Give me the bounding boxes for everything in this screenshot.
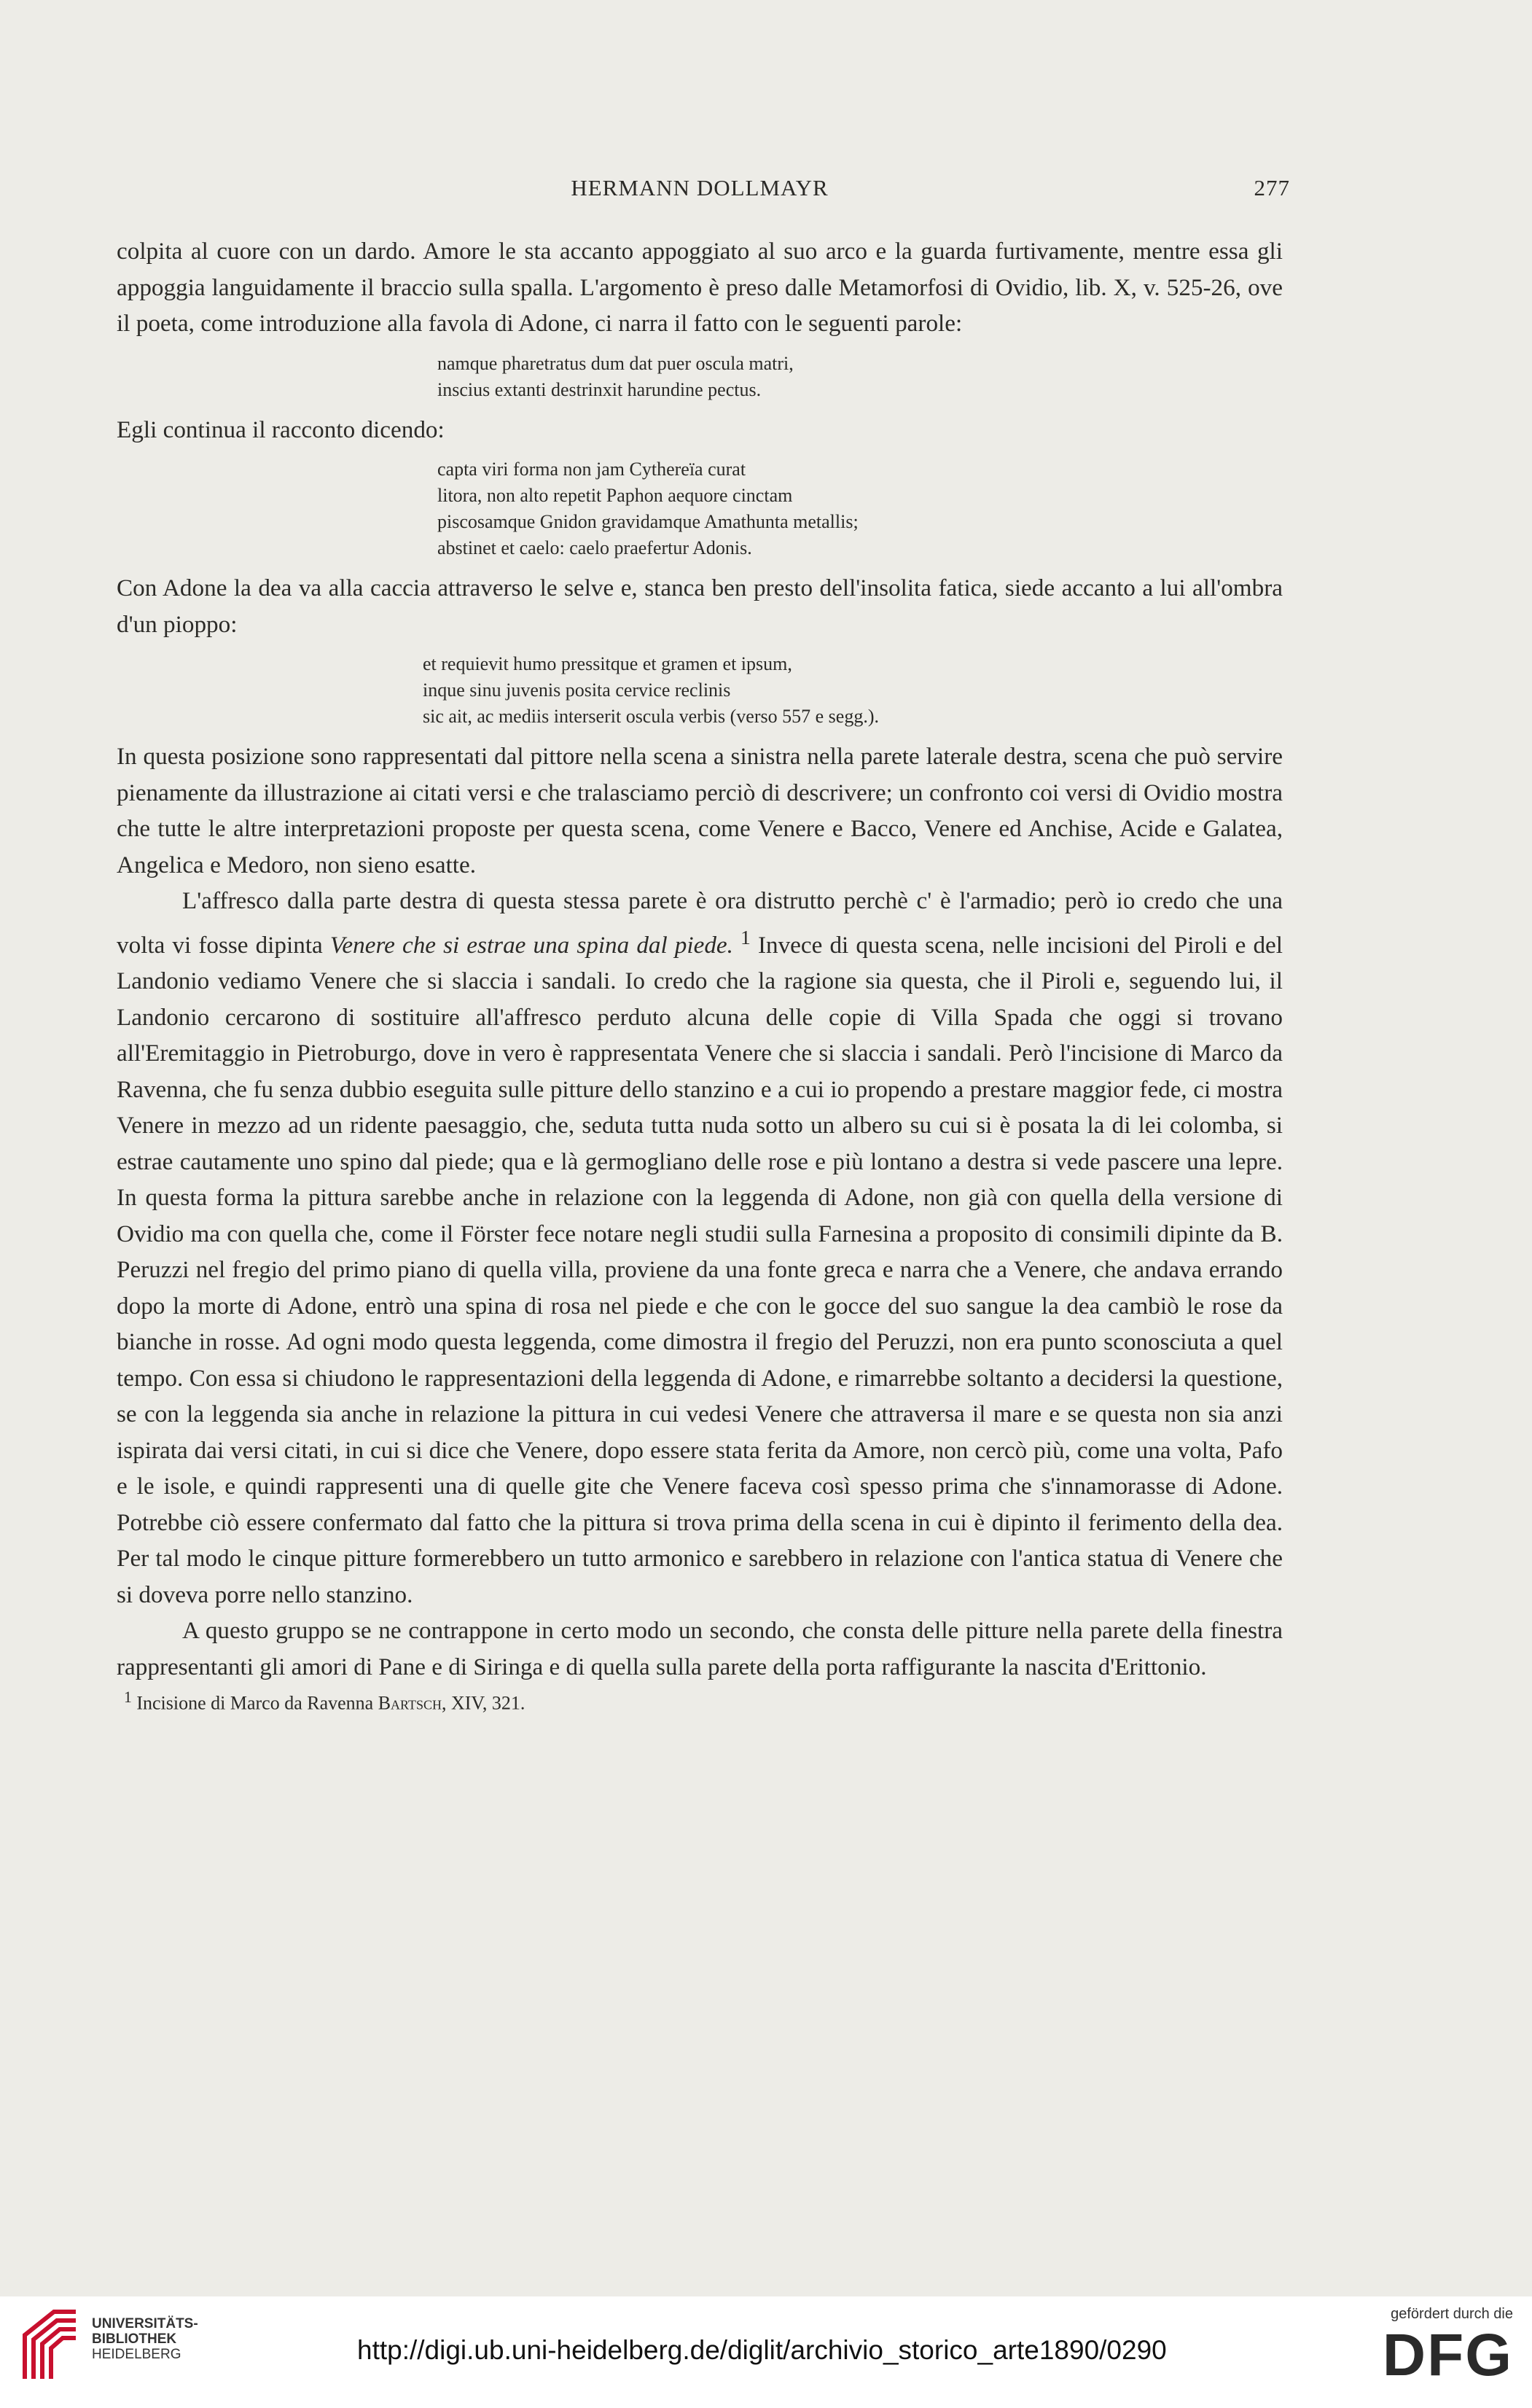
verse-line: sic ait, ac mediis interserit oscula verbis (verso 557 e segg.). — [423, 706, 879, 727]
footnote-number: 1 — [124, 1688, 132, 1707]
verse-line: inscius extanti destrinxit harundine pectus. — [437, 378, 762, 400]
paragraph: Con Adone la dea va alla caccia attraverso le selve e, stanca ben presto dell'insolita fatica, siede accanto a lui all'ombra d'un pioppo: — [117, 574, 1283, 638]
text-run: , XIV, 321. — [442, 1692, 525, 1714]
italic-title: Venere che si estrae una spina dal piede. — [329, 931, 733, 959]
main-text — [117, 233, 1283, 1716]
verse-line: capta viri forma non jam Cythereïa curat — [437, 459, 746, 480]
library-name — [92, 2316, 198, 2362]
page-number: 277 — [1254, 175, 1290, 200]
text-run: Invece di questa scena, nelle incisioni del Piroli e del Landonio vediamo Venere che si slaccia i sandali. Io credo che la ragione sia questa, che il Piroli e, seguendo lui, il Landonio cercarono di sostituire all'affresco perduto alcuna delle copie di Villa Spada che oggi si trovano all'Eremitaggio in Pietroburgo, dove in vero è rappresentata Venere che si slaccia i sandali. Però l'incisione di Marco da Ravenna, che fu senza dubbio eseguita sulle pitture dello stanzino e a cui io propendo a prestare maggior fede, ci mostra Venere in mezzo ad un ridente paesaggio, che, seduta tutta nuda sotto un albero su cui si è posata la di lei colomba, si estrae cautamente uno spino dal piede; qua e là germogliano delle rose e più lontano a destra si vede pascere una lepre. In questa forma la pittura sarebbe anche in relazione con la leggenda di Adone, non già con quella della versione di Ovidio ma con quella che, come il Förster fece notare negli studii sulla Farnesina a proposito di consimili dipinte da B. Peruzzi nel fregio del primo piano di quella villa, proviene da una fonte greca e narra che a Venere, che andava errando dopo la morte di Adone, entrò una spina di rosa nel piede e che con le gocce del suo sangue la dea cambiò le rose da bianche in rosse. Ad ogni modo questa leggenda, come dimostra il fregio del Peruzzi, non era punto sconosciuta a quel tempo. Con essa si chiudono le rappresentazioni della leggenda di Adone, e rimarrebbe soltanto a decidersi la questione, se con la leggenda sia anche in relazione la pittura in cui vedesi Venere che attraversa il mare e se questa non sia anzi ispirata dai versi citati, in cui si dice che Venere, dopo essere stata ferita da Amore, non cercò più, come una volta, Pafo e le isole, e quindi rappresenti una di quelle gite che Venere faceva così spesso prima che s'innamorasse di Adone. Potrebbe ciò essere confermato dal fatto che la pittura si trova prima della scena in cui è dipinto il ferimento della dea. Per tal modo le cinque pitture formerebbero un tutto armonico e sarebbero in relazione con l'antica statua di Venere che si doveva porre nello stanzino. — [117, 931, 1283, 1608]
library-line: HEIDELBERG — [92, 2347, 181, 2362]
verse-line: et requievit humo pressitque et gramen et ipsum, — [423, 653, 792, 674]
footnote-ref: 1 — [740, 925, 751, 948]
verse-line: litora, non alto repetit Paphon aequore cinctam — [437, 485, 793, 506]
text-run: L'affresco dalla parte destra di questa stessa parete è ora distrutto perchè c' è l'armadio; però io credo che una volta vi fosse dipinta — [117, 887, 1283, 959]
library-logo[interactable] — [19, 2306, 216, 2386]
author-name: Bartsch — [378, 1692, 442, 1714]
verse-line: namque pharetratus dum dat puer oscula matri, — [437, 352, 794, 374]
funder-logo[interactable] — [1353, 2306, 1513, 2401]
paragraph — [117, 883, 1283, 1613]
paragraph: Egli continua il racconto dicendo: — [117, 416, 445, 443]
verse-line: inque sinu juvenis posita cervice reclinis — [423, 679, 731, 701]
verse-line: abstinet et caelo: caelo praefertur Adonis. — [437, 537, 752, 558]
permalink-url[interactable]: http://digi.ub.uni-heidelberg.de/diglit/archivio_storico_arte1890/0290 — [357, 2335, 1167, 2365]
library-line: BIBLIOTHEK — [92, 2331, 177, 2347]
library-logo-icon — [19, 2306, 82, 2386]
footnote — [117, 1685, 1283, 1716]
verse-quote — [423, 651, 1283, 730]
text-run: Incisione di Marco da Ravenna — [136, 1692, 378, 1714]
paragraph: colpita al cuore con un dardo. Amore le sta accanto appoggiato al suo arco e la guarda furtivamente, mentre essa gli appoggia languidamente il braccio sulla spalla. L'argomento è preso dalle Metamorfosi di Ovidio, lib. X, v. 525-26, ove il poeta, come introduzione alla favola di Adone, ci narra il fatto con le seguenti parole: — [117, 238, 1283, 337]
running-title: HERMANN DOLLMAYR — [571, 175, 829, 200]
verse-line: piscosamque Gnidon gravidamque Amathunta metallis; — [437, 511, 859, 532]
paragraph: In questa posizione sono rappresentati dal pittore nella scena a sinistra nella parete laterale destra, scena che può servire pienamente da illustrazione ai citati versi e che tralasciamo perciò di descrivere; un confronto coi versi di Ovidio mostra che tutte le altre interpretazioni proposte per questa scena, come Venere e Bacco, Venere ed Anchise, Acide e Galatea, Angelica e Medoro, non sieno esatte. — [117, 743, 1283, 878]
paragraph: A questo gruppo se ne contrappone in certo modo un secondo, che consta delle pitture nella parete della finestra rappresentanti gli amori di Pane e di Siringa e di quella sulla parete della porta raffigurante la nascita d'Erittonio. — [117, 1617, 1283, 1680]
dfg-logo-icon: DFG — [1382, 2322, 1513, 2388]
funder-caption: gefördert durch die — [1391, 2306, 1513, 2322]
verse-quote — [437, 456, 1283, 561]
library-line: UNIVERSITÄTS- — [92, 2316, 198, 2331]
verse-quote — [437, 351, 1283, 403]
